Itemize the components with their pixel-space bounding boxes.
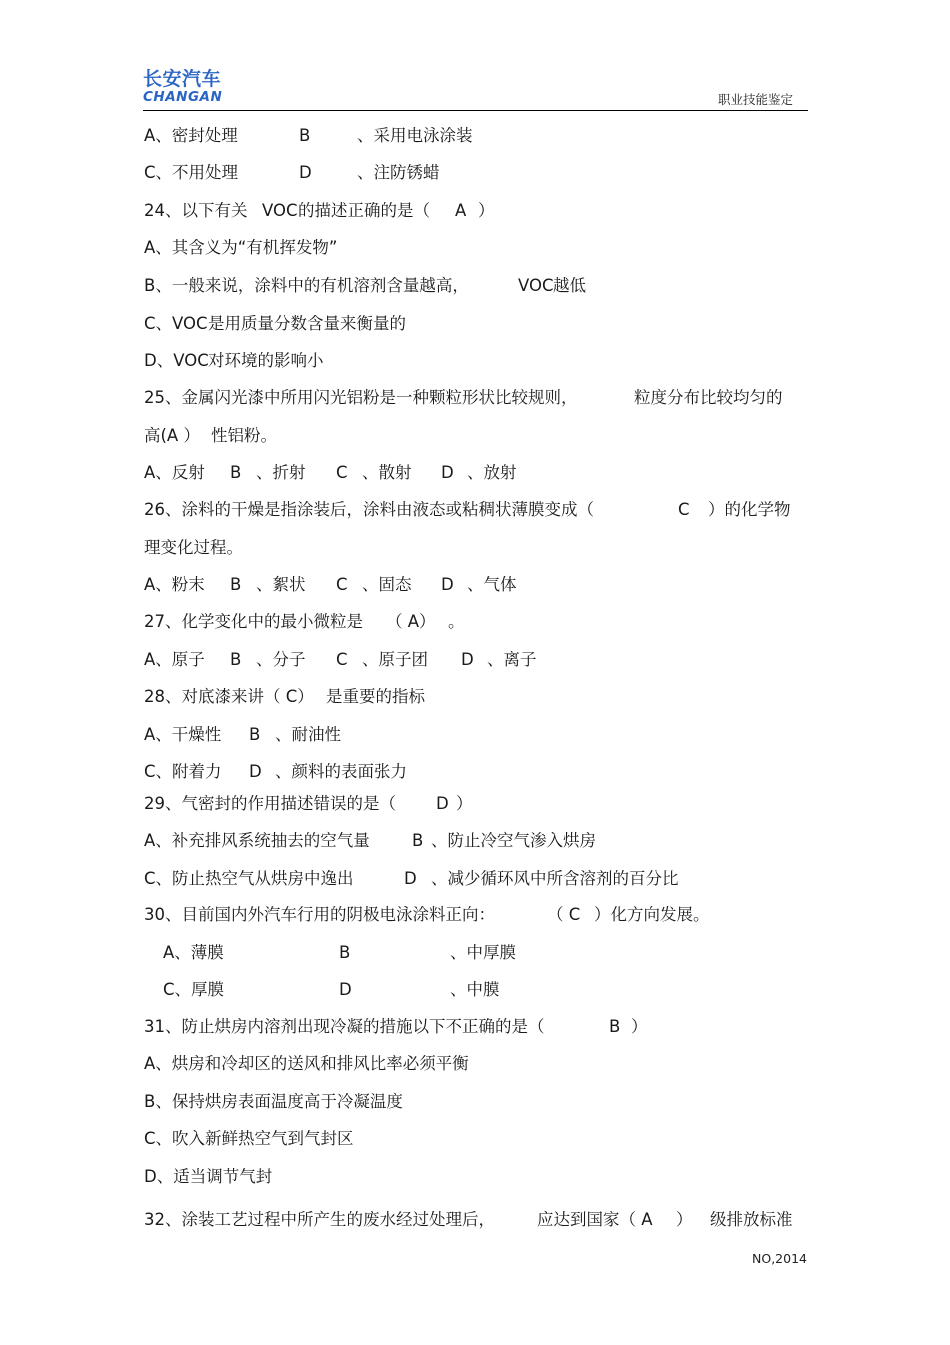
option-text: 、注防锈蜡 (357, 163, 440, 182)
option-text: A、反射 (144, 463, 205, 482)
option-letter: C (336, 650, 348, 669)
option-letter: B (412, 831, 424, 850)
option-text: 、防止冷空气渗入烘房 (431, 831, 596, 850)
option-text: A、薄膜 (163, 943, 224, 962)
question-text: ） (676, 1210, 693, 1229)
header-divider (143, 110, 808, 111)
option-letter: D (441, 575, 454, 594)
option-text: 、采用电泳涂装 (357, 126, 473, 145)
option-text: C、VOC (144, 314, 208, 333)
option-text: 是用质量分数含量来衡量的 (208, 314, 406, 333)
option-text: 、颜料的表面张力 (275, 762, 407, 781)
option-letter: D (404, 869, 417, 888)
option-letter: B (249, 725, 261, 744)
logo-english-text: CHANGAN (143, 89, 223, 105)
option-letter: B (339, 943, 351, 962)
option-text: 、固态 (362, 575, 412, 594)
question-text: ） (478, 201, 495, 220)
option-letter: D (441, 463, 454, 482)
answer-letter: （ C (547, 905, 581, 924)
question-text: 27、化学变化中的最小微粒是 (144, 612, 363, 631)
logo-chinese-text: 长安汽车 (143, 68, 222, 90)
question-text: 的描述正确的是（ (298, 201, 430, 220)
option-text: 、减少循环风中所含溶剂的百分比 (431, 869, 679, 888)
question-text: 26、涂料的干燥是指涂装后，涂料由液态或粘稠状薄膜变成（ (144, 500, 594, 519)
option-text: VOC (518, 276, 554, 295)
question-text: ） (456, 794, 473, 813)
question-text: 性铝粉。 (211, 426, 277, 445)
question-text: 28、对底漆来讲（ C） (144, 687, 314, 706)
option-text: 对环境的影响小 (208, 351, 324, 370)
option-text: 、中厚膜 (450, 943, 516, 962)
option-letter: D (299, 163, 312, 182)
answer-letter: B (609, 1017, 621, 1036)
option-text: 越低 (553, 276, 586, 295)
option-letter: C (336, 463, 348, 482)
option-letter: D (461, 650, 474, 669)
option-text: 、原子团 (362, 650, 428, 669)
question-text: ） (631, 1017, 648, 1036)
question-text: 理变化过程。 (144, 538, 243, 557)
question-text: 24、以下有关 (144, 201, 248, 220)
option-text: A、密封处理 (144, 126, 238, 145)
company-logo (143, 68, 222, 105)
option-letter: D (249, 762, 262, 781)
question-text: 高(A ） (144, 426, 200, 445)
option-text: C、附着力 (144, 762, 222, 781)
option-text: 、絮状 (256, 575, 306, 594)
option-text: A、其含义为“有机挥发物” (144, 238, 338, 257)
question-text: 30、目前国内外汽车行用的阴极电泳涂料正向： (144, 905, 495, 924)
option-text: C、厚膜 (163, 980, 225, 999)
option-text: A、原子 (144, 650, 205, 669)
option-text: 、离子 (487, 650, 537, 669)
option-text: A、烘房和冷却区的送风和排风比率必须平衡 (144, 1054, 469, 1073)
question-text: ）化方向发展。 (594, 905, 710, 924)
option-text: D、VOC (144, 351, 209, 370)
question-text: 。 (448, 612, 465, 631)
answer-letter: C (678, 500, 690, 519)
option-text: A、粉末 (144, 575, 205, 594)
header-title: 职业技能鉴定 (718, 92, 794, 107)
option-letter: C (336, 575, 348, 594)
option-text: A、干燥性 (144, 725, 222, 744)
answer-letter: D (436, 794, 449, 813)
page-number: NO,2014 (752, 1251, 807, 1266)
option-text: C、吹入新鲜热空气到气封区 (144, 1129, 354, 1148)
option-letter: B (299, 126, 311, 145)
option-text: 、气体 (467, 575, 517, 594)
option-text: B、保持烘房表面温度高于冷凝温度 (144, 1092, 403, 1111)
question-text: 粒度分布比较均匀的 (634, 388, 783, 407)
answer-letter: 应达到国家（ A (537, 1210, 653, 1229)
option-text: D、适当调节气封 (144, 1167, 273, 1186)
option-text: A、补充排风系统抽去的空气量 (144, 831, 370, 850)
option-text: 、放射 (467, 463, 517, 482)
question-text: 29、气密封的作用描述错误的是（ (144, 794, 396, 813)
question-text: VOC (262, 201, 298, 220)
option-text: C、防止热空气从烘房中逸出 (144, 869, 354, 888)
answer-letter: （ A） (386, 612, 436, 631)
question-text: 级排放标准 (710, 1210, 793, 1229)
option-letter: D (339, 980, 352, 999)
question-text: 25、金属闪光漆中所用闪光铝粉是一种颗粒形状比较规则， (144, 388, 578, 407)
option-letter: B (230, 650, 242, 669)
option-text: 、散射 (362, 463, 412, 482)
option-text: 、中膜 (450, 980, 500, 999)
option-letter: B (230, 463, 242, 482)
question-text: 31、防止烘房内溶剂出现冷凝的措施以下不正确的是（ (144, 1017, 545, 1036)
question-text: 32、涂装工艺过程中所产生的废水经过处理后， (144, 1210, 495, 1229)
option-text: 、耐油性 (275, 725, 341, 744)
option-letter: B (230, 575, 242, 594)
option-text: 、分子 (256, 650, 306, 669)
option-text: C、不用处理 (144, 163, 239, 182)
option-text: 、折射 (256, 463, 306, 482)
question-text: ）的化学物 (708, 500, 791, 519)
option-text: B、一般来说，涂料中的有机溶剂含量越高， (144, 276, 469, 295)
answer-letter: A (455, 201, 467, 220)
question-text: 是重要的指标 (326, 687, 425, 706)
